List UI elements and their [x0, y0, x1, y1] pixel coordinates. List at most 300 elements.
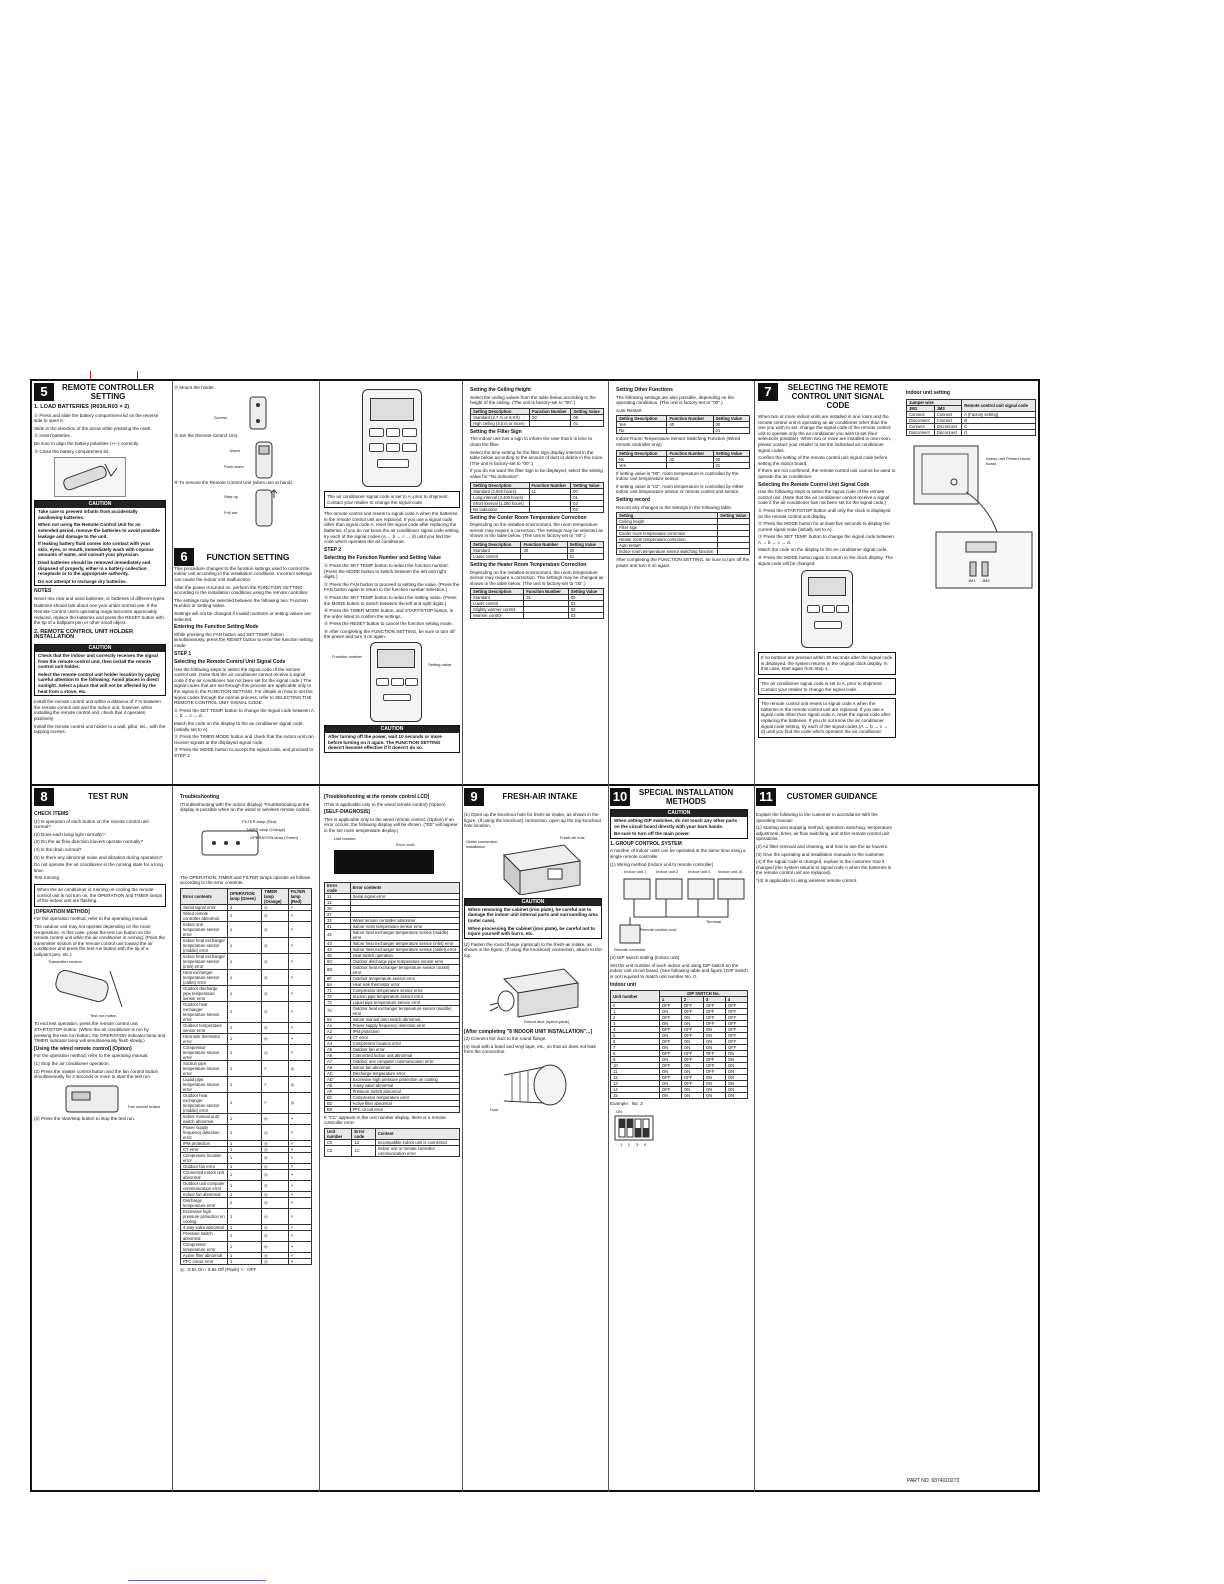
table-cell: ON [659, 1081, 681, 1087]
col-header: OPERATION lamp (Green) [227, 888, 261, 904]
caution-box [34, 500, 166, 586]
notes-heading: NOTES [34, 588, 52, 595]
table-cell: Suction pipe temperature sensor error [350, 993, 459, 999]
table-cell: OFF [659, 1039, 681, 1045]
table-cell: No [617, 456, 667, 462]
figure-label: Step up [224, 493, 238, 499]
check-items-heading: CHECK ITEMS [34, 811, 69, 817]
function-number-heading: Selecting the Function Number and Setting Value [324, 555, 441, 562]
note-text: The remote control unit resets to signal code A when the batteries in the remote control unit are replaced. If you use a signal code other than signal code A, reset the signal code after replacing the batteries. If you do not know the air conditioner signal code setting, try each of the signal codes (A → b → c → d) until you find the code which operates the air conditioner. [761, 701, 891, 735]
guidance-item: (2) Air filter removal and cleaning, and how to use the air louvers. [756, 843, 889, 849]
table-row [471, 420, 604, 426]
function-intro: After the power is turned on, perform the FUNCTION SETTING according to the installation conditions using the remote controller. [174, 584, 309, 596]
table-cell: Compressor temperature error [350, 1094, 459, 1100]
caution-item: Be sure to turn off the main power. [614, 831, 690, 837]
table-row [181, 921, 312, 937]
table-cell: 1d [352, 1139, 375, 1145]
table-cell [718, 549, 750, 555]
group-text: (1) Wiring method (Indoor unit to remote controller) [610, 861, 714, 867]
lcd-footnote: If "CC" appears in the unit number display, there is a remote controller error. [324, 1114, 446, 1126]
set-remote-figure [174, 440, 314, 480]
table-row [617, 549, 750, 555]
table-cell: ON [725, 1051, 747, 1057]
figure-label: Screws [214, 414, 228, 420]
caution-box [464, 898, 602, 939]
check-item: (5) Is there any abnormal noise and vibration during operation? [34, 854, 163, 860]
caution-title: CAUTION [35, 645, 165, 652]
function-intro: Settings will not be changed if invalid numbers or setting values are selected. [174, 610, 311, 622]
table-cell: × [288, 937, 311, 953]
table-cell: ◎ [288, 1060, 311, 1076]
table-cell: ◎ [262, 1033, 289, 1044]
remote-button [377, 459, 409, 468]
wired-step: (1) Stop the air conditioner operation. [34, 1061, 110, 1067]
table-cell: 03 [571, 506, 604, 512]
figure-label: Unit number [334, 835, 356, 841]
table-cell: 1 [227, 1044, 261, 1060]
dip-text: Set the unit number of each indoor unit using DIP switch on the indoor unit circuit board. (See following table and figure.) DIP switch is not required to match unit number No. 0. [610, 962, 748, 979]
table-cell: Outdoor fan error [181, 1163, 228, 1169]
table-cell: ◎ [262, 1258, 289, 1264]
note-box [34, 884, 166, 907]
table-cell: CT error [181, 1146, 228, 1152]
table-cell: 42 [325, 929, 351, 940]
section-7-signal-code [758, 383, 896, 781]
table-cell: 1 [227, 1092, 261, 1113]
table-row [471, 553, 604, 559]
table-cell: Outdoor heat exchanger temperature sensor (middle) error [350, 1005, 459, 1016]
table-cell: Standard [471, 547, 521, 553]
section-number: 5 [34, 383, 54, 401]
check-item: (3) Do the air flow direction louvers operate normally? [34, 839, 144, 845]
table-row [181, 985, 312, 1001]
operation-text: For the operation method, refer to the operating manual. [34, 916, 149, 922]
table-cell: Indoor heat exchanger temperature sensor (inlet) error [350, 940, 459, 946]
table-cell: 6A [325, 981, 351, 987]
enter-mode-heading: Entering the Function Setting Mode [174, 624, 259, 631]
table-row [181, 910, 312, 921]
table-cell: Short interval (1,250 hours) [471, 500, 530, 506]
table-row [181, 1124, 312, 1140]
table-cell: 02 [568, 607, 603, 613]
section-title: SPECIAL INSTALLATION METHODS [638, 788, 734, 806]
table-cell: ON [703, 1093, 725, 1099]
col-header: Setting Value [571, 482, 604, 488]
flange-figure [464, 961, 602, 1027]
table-cell: Incompatible indoor unit is connected [375, 1139, 459, 1145]
table-cell: Standard (2.7 m or 8.9 ft) [471, 414, 530, 420]
section-5-remote-controller [34, 383, 166, 781]
select-code-heading: Selecting the Remote Control Unit Signal Code [758, 481, 870, 488]
table-cell: Disconnect [907, 429, 935, 435]
table-cell: ◎ [262, 937, 289, 953]
filter-heading: Setting the Filter Sign [470, 428, 522, 435]
table-cell: 1 [227, 1124, 261, 1140]
check-item: (2) Does each lamp light normally? [34, 831, 105, 837]
row-divider [32, 784, 1038, 786]
select-step: ① Press the START/STOP button until only the clock is displayed on the remote control unit display. [758, 507, 891, 519]
table-cell: 31 [524, 595, 569, 601]
lcd-heading: [Troubleshooting at the remote control LCD] [324, 794, 430, 800]
table-cell: 72 [325, 993, 351, 999]
table-cell: 71 [325, 987, 351, 993]
record-after: After completing the FUNCTION SETTING, be sure to turn off the power and turn it on again. [616, 557, 750, 568]
figure-label: Pull out [224, 509, 238, 515]
table-cell: Outdoor unit computer communication error [350, 1058, 459, 1064]
table-cell: ◎ [262, 910, 289, 921]
table-cell: 00 [713, 422, 749, 428]
table-cell: Serial signal error [350, 893, 459, 899]
table-cell: ON [681, 1039, 703, 1045]
step-1-heading: STEP 1 [174, 650, 192, 657]
table-cell: × [288, 1033, 311, 1044]
operation-method-heading: [OPERATION METHOD] [34, 908, 90, 915]
table-cell: 4 [227, 904, 261, 910]
figure-label: Outlet connection installation [466, 838, 498, 850]
table-cell [521, 553, 567, 559]
table-cell: Outdoor fan error [350, 1046, 459, 1052]
table-cell: OFF [659, 1075, 681, 1081]
table-row [181, 1241, 312, 1252]
col-header: Setting Description [471, 541, 521, 547]
col-header: 4 [725, 997, 747, 1003]
table-cell: Active filter abnormal [181, 1252, 228, 1258]
table-cell: High ceiling (3.0 m or more) [471, 420, 530, 426]
table-row [471, 506, 604, 512]
note-box [758, 678, 896, 695]
note-text: The air conditioner signal code is set to A, prior to shipment. Contact your retailer to change the signal code. [761, 681, 883, 692]
dip-title: (2) DIP switch setting (Indoor unit) [610, 955, 680, 961]
table-row [181, 969, 312, 985]
dip-label: 3 [636, 1141, 639, 1147]
remote-lcd [377, 649, 415, 668]
lamp-legend: ◎ : 0.5s On / 0.5s Off (Flash) × : OFF [180, 1266, 257, 1272]
table-cell: ◎ [262, 1152, 289, 1163]
table-cell: OFF [725, 1003, 747, 1009]
table-cell: 27 [325, 911, 351, 917]
table-cell: Connect [907, 411, 935, 417]
col-header: Unit number [611, 991, 660, 1003]
table-cell: Pressure switch abnormal [350, 1088, 459, 1094]
unit-error-table [324, 1128, 460, 1157]
table-cell: OFF [659, 1027, 681, 1033]
table-cell: × [288, 1022, 311, 1033]
col-header: Function Number [667, 416, 713, 422]
remote-button [391, 678, 404, 685]
col-header: Setting Value [568, 589, 603, 595]
table-cell: × [288, 1241, 311, 1252]
indoor-display-illustration [200, 829, 260, 857]
sensor-table [616, 450, 750, 469]
table-cell: ◎ [262, 1140, 289, 1146]
table-cell: Ceiling height [617, 519, 718, 525]
fresh-air-step: (2) Fasten the round flange (optional) to the fresh-air intake, as shown in the figure, (If using the knockout) connection, attach to the top. [464, 941, 602, 958]
table-cell: ON [659, 1069, 681, 1075]
table-cell: × [262, 1092, 289, 1113]
table-cell: 1 [227, 1252, 261, 1258]
caution-item: Dead batteries should be removed immediately and disposed of properly, either in a battery collection receptacle or to the appropriate authority. [38, 559, 151, 577]
table-cell: 1 [227, 1113, 261, 1124]
table-cell: ON [681, 1015, 703, 1021]
table-cell [524, 613, 569, 619]
table-cell: Indoor unit temperature sensor error [181, 921, 228, 937]
table-cell: × [288, 1140, 311, 1146]
self-diagnosis-heading: [SELF-DIAGNOSIS] [324, 809, 370, 816]
table-cell: 1 [611, 1009, 660, 1015]
table-cell: Outdoor heat exchanger temperature sensor (middle) error [181, 1092, 228, 1113]
table-cell [530, 420, 571, 426]
signal-code-heading: Selecting the Remote Control Unit Signal Code [174, 659, 286, 666]
remove-remote-figure [174, 488, 314, 528]
table-cell: OFF [681, 1075, 703, 1081]
lcd-error-table [324, 882, 460, 1113]
col-header: 2 [681, 997, 703, 1003]
table-cell: A6 [325, 1052, 351, 1058]
table-cell: 1 [227, 1033, 261, 1044]
fresh-air-step: (1) Open up the knockout hole for fresh-air intake, as shown in the figure, (If using the knockout) connection, open up the top knockout hole location. [464, 812, 601, 829]
note-box [324, 491, 460, 508]
table-cell: C0 [325, 1139, 352, 1145]
table-cell: × [288, 1169, 311, 1180]
auto-restart-label: Auto Restart [616, 407, 642, 413]
remote-lcd [370, 398, 414, 421]
table-cell: × [288, 1163, 311, 1169]
col-header: JM3 [934, 405, 962, 411]
battery-figure [54, 457, 126, 497]
indoor-setting-heading: Indoor unit setting [906, 390, 950, 396]
sensor-label: Indoor Room Temperature Sensor Switching Function (Wired remote controller only) [616, 436, 741, 447]
col-header: Function Number [667, 450, 713, 456]
wired-step: (2) Press the master control button and the fan control button simultaneously for 2 seconds or more to start the test run. [34, 1068, 159, 1080]
table-cell: Indoor room temperature sensor error [350, 923, 459, 929]
table-cell: Auto restart [617, 543, 718, 549]
table-cell: Suction pipe temperature sensor error [181, 1060, 228, 1076]
operation-text: The outdoor unit may not operate depending on the room temperature. In this case, press the test run button on the remote control unit while the air conditioner is running. (Point the transmitter section of the remote control unit toward the air conditioner and press the test run button with the tip of a ballpoint pen, etc.) [34, 923, 165, 957]
remote-button [402, 428, 417, 437]
table-cell: OFF [703, 1063, 725, 1069]
table-row [617, 428, 750, 434]
table-cell: Disconnect [934, 429, 962, 435]
table-cell: ◎ [262, 953, 289, 969]
figure-label: Error code [396, 841, 415, 847]
remote-in-holder-illustration [252, 440, 278, 480]
note-text: When the air conditioner is running on cooling the remote control unit is not turn on, the OPERATION and TIMER lamps of the indoor unit are flashing. [37, 886, 163, 904]
table-cell: ◎ [262, 1230, 289, 1241]
table-cell: ON [681, 1063, 703, 1069]
remote-button [376, 678, 389, 685]
figure-label: Function number [332, 654, 363, 660]
section-number: 8 [34, 788, 54, 806]
table-cell: 1C [352, 1145, 375, 1156]
knockout-figure [464, 831, 602, 895]
remote-button [386, 428, 401, 437]
table-cell: OFF [725, 1045, 747, 1051]
filter-table [470, 482, 604, 513]
table-cell: Heat switch operation [350, 952, 459, 958]
lcd-display [334, 850, 434, 874]
table-cell: 84 [325, 1016, 351, 1022]
table-row [181, 937, 312, 953]
note-box [758, 698, 896, 738]
section-number: 7 [758, 383, 778, 401]
col-header: Jumper wire [907, 399, 962, 405]
wired-step: For the operation method, refer to the operating manual. [34, 1053, 149, 1059]
section-number: 6 [174, 548, 194, 566]
table-cell: ON [681, 1069, 703, 1075]
table-cell: ◎ [262, 985, 289, 1001]
figure-label: JM3 [982, 577, 990, 583]
table-cell [667, 462, 713, 468]
table-row [325, 1005, 460, 1016]
remote-removal-illustration [252, 488, 278, 528]
table-cell: ◎ [262, 1180, 289, 1191]
section-5-holder-and-6 [174, 385, 314, 783]
cooler-heading: Setting the Cooler Room Temperature Correction [470, 514, 587, 521]
table-cell: 42 [667, 456, 713, 462]
holder-illustration [246, 395, 270, 431]
select-step: ④ Press the MODE button again to return to the clock display. The signal code will be changed. [758, 555, 893, 566]
group-control-heading: 1. GROUP CONTROL SYSTEM [610, 840, 682, 847]
table-cell: OFF [681, 1057, 703, 1063]
figure-label: Indoor unit Printed circuit board [986, 455, 1031, 467]
table-cell: Indoor room temperature sensor switching function [617, 549, 718, 555]
section-title: CUSTOMER GUIDANCE [786, 792, 878, 801]
table-row [471, 613, 604, 619]
remote-controller-figure [370, 642, 422, 722]
table-cell: × [288, 1044, 311, 1060]
lcd-sub: (This is applicable only to the wired remote control) (Option) [324, 801, 446, 807]
table-cell: Wired remote controller abnormal [350, 917, 459, 923]
filter-text: Select the time setting for the filter sign display interval in the table below according to the amount of dust or debris in the room. (The unit is factory-set to "00".) [470, 449, 604, 466]
section-6-step-2 [324, 385, 460, 783]
caution-item: When not using the Remote Control Unit for an extended period, remove the batteries to avoid possible leakage and damage to the unit. [38, 522, 160, 539]
note-item: Never mix new and used batteries, or batteries of different types. [34, 595, 166, 601]
table-cell: 1 [227, 1208, 261, 1224]
cooler-table [470, 541, 604, 560]
unit-label: Indoor unit 1 [624, 869, 647, 875]
battery-step: ③ Close the battery compartment lid. [34, 448, 110, 454]
column-divider [462, 381, 463, 1492]
unit-label: Indoor unit 16 [718, 869, 743, 875]
select-step: ② Press the MODE button for at least five seconds to display the current signal code (initially set to A). [758, 521, 890, 532]
table-cell: Indoor heat exchanger temperature sensor (outlet) error [350, 946, 459, 952]
lamp-note: The OPERATION, TIMER and FILTER lamps operate as follows according to the error contents. [180, 874, 311, 886]
table-row [181, 1113, 312, 1124]
table-cell: A2 [325, 1028, 351, 1034]
table-cell: Indoor heat exchanger temperature sensor (inlet) error [181, 953, 228, 969]
battery-step: ① Press and slide the battery compartment lid on the reverse side to open it. [34, 412, 159, 424]
table-cell: Heater room temperature correction [617, 537, 718, 543]
duct-illustration [494, 1061, 574, 1111]
caution-title: CAUTION [325, 726, 459, 733]
table-cell: ON [703, 1027, 725, 1033]
table-cell: Disconnect [934, 423, 962, 429]
cooler-text: Depending on the installed environment, the room temperature sensor may require a correction. The settings may be selected as shown in the table below. (The unit is factory-set to "00".) [470, 522, 603, 539]
duct-figure [464, 1057, 602, 1117]
table-cell: OFF [725, 1009, 747, 1015]
table-cell: 12 [325, 899, 351, 905]
section-number: 10 [610, 788, 630, 806]
table-row [181, 1258, 312, 1264]
signal-intro: When two or more indoor units are installed in one room and the remote control unit is operating an air conditioner other than the one you wish to set, change the signal code of the remote control unit to operate only the air conditioner you wish to set (four selections possible). When two or more are installed in one room, please contact your retailer to set the individual air conditioner signal codes. [758, 414, 892, 453]
wired-remote-illustration [64, 1084, 124, 1114]
signal-code-text: ② Press the TIMER MODE button and check that the indoor unit can receive signals at the displayed signal code. [174, 734, 314, 745]
table-cell: 40 [667, 422, 713, 428]
table-cell: D [962, 429, 1036, 435]
col-header: Error code [325, 882, 351, 893]
heater-table [470, 588, 604, 619]
signal-code-text: ① Press the SET TEMP. button to change the signal code between A → b → c → d. [174, 707, 314, 719]
table-row [907, 429, 1036, 435]
table-cell: A3 [325, 1034, 351, 1040]
load-batteries-heading: 1. LOAD BATTERIES (R03/LR03 × 2) [34, 404, 130, 410]
holder-figure [174, 393, 314, 433]
table-cell: CT error [350, 1034, 459, 1040]
table-cell: Compressor location error [350, 1040, 459, 1046]
table-cell: ON [703, 1087, 725, 1093]
table-cell: 1 [227, 1140, 261, 1146]
table-cell: 1 [227, 1230, 261, 1241]
remote-battery-illustration [55, 458, 125, 496]
caution-item: Check that the indoor unit correctly receives the signal from the remote control unit, then install the remote control unit holder. [38, 653, 158, 670]
table-cell: Power supply frequency detection error [350, 1022, 459, 1028]
mount-step: ④ To remove the Remote Control Unit (when use at hand). [174, 480, 294, 486]
table-cell: B [962, 417, 1036, 423]
table-cell: 9 [611, 1057, 660, 1063]
caution-item: When removing the cabinet (iron plate), be careful not to damage the indoor unit internal parts and surrounding area (outer case). [468, 906, 598, 923]
section-8-lcd-diagnosis [324, 792, 460, 1492]
table-cell: ◎ [262, 1163, 289, 1169]
table-row [325, 1106, 460, 1112]
table-cell: ON [659, 1045, 681, 1051]
col-header: Setting Description [471, 408, 530, 414]
table-cell: Indoor heat exchanger temperature sensor (middle) error [181, 937, 228, 953]
dip-switch-table [610, 990, 748, 1099]
table-cell: 1 [227, 1001, 261, 1022]
signal-code-text: ③ Press the MODE button to accept the signal code, and proceed to STEP 2. [174, 747, 314, 758]
table-cell: ◎ [262, 1044, 289, 1060]
table-cell: 1 [227, 1258, 261, 1264]
caution-item: Select the remote control unit holder location by paying careful attention to the following: Avoid places in direct sunlight. Select a place that will not be affected by the heat from a stove, etc. [38, 671, 160, 694]
table-cell: ON [725, 1075, 747, 1081]
table-row [181, 1208, 312, 1224]
table-cell: ◎ [262, 1241, 289, 1252]
table-cell: × [288, 904, 311, 910]
check-note: Do not operate the air conditioner in the running state for a long time. [34, 862, 163, 873]
function-intro: The settings may be selected between the following two: Function Number or Setting Value. [174, 597, 308, 609]
guidance-item: (1) Starting and stopping method, operation switching, temperature adjustment, timer, air flow switching, and other remote control unit operations. [756, 825, 893, 842]
ceiling-heading: Setting the Ceiling Height [470, 387, 531, 393]
table-cell: 1 [227, 921, 261, 937]
table-cell: AE [325, 1082, 351, 1088]
table-cell: A4 [325, 1040, 351, 1046]
col-header: Remote control unit signal code [962, 399, 1036, 411]
ceiling-text: Select the ceiling values from the table below according to the height of the ceiling. (The unit is factory-set to "00".) [470, 394, 596, 406]
guidance-item: *(4) is applicable to using wireless remote control. [756, 877, 858, 883]
col-header: Setting Description [471, 482, 530, 488]
table-cell: OFF [725, 1015, 747, 1021]
group-text: A number of indoor units can be operated at the same time using a single remote controller. [610, 848, 746, 859]
table-cell: OFF [681, 1051, 703, 1057]
table-cell: ◎ [262, 1224, 289, 1230]
table-cell: × [288, 910, 311, 921]
guidance-intro: Explain the following to the customer in accordance with the operating manual: [756, 812, 878, 823]
table-cell: 26 [325, 905, 351, 911]
table-cell: Discharge temperature error [350, 1070, 459, 1076]
table-cell: 10 [611, 1063, 660, 1069]
table-cell: 01 [571, 494, 604, 500]
caution-item: Take care to prevent infants from accidentally swallowing batteries. [38, 509, 138, 520]
